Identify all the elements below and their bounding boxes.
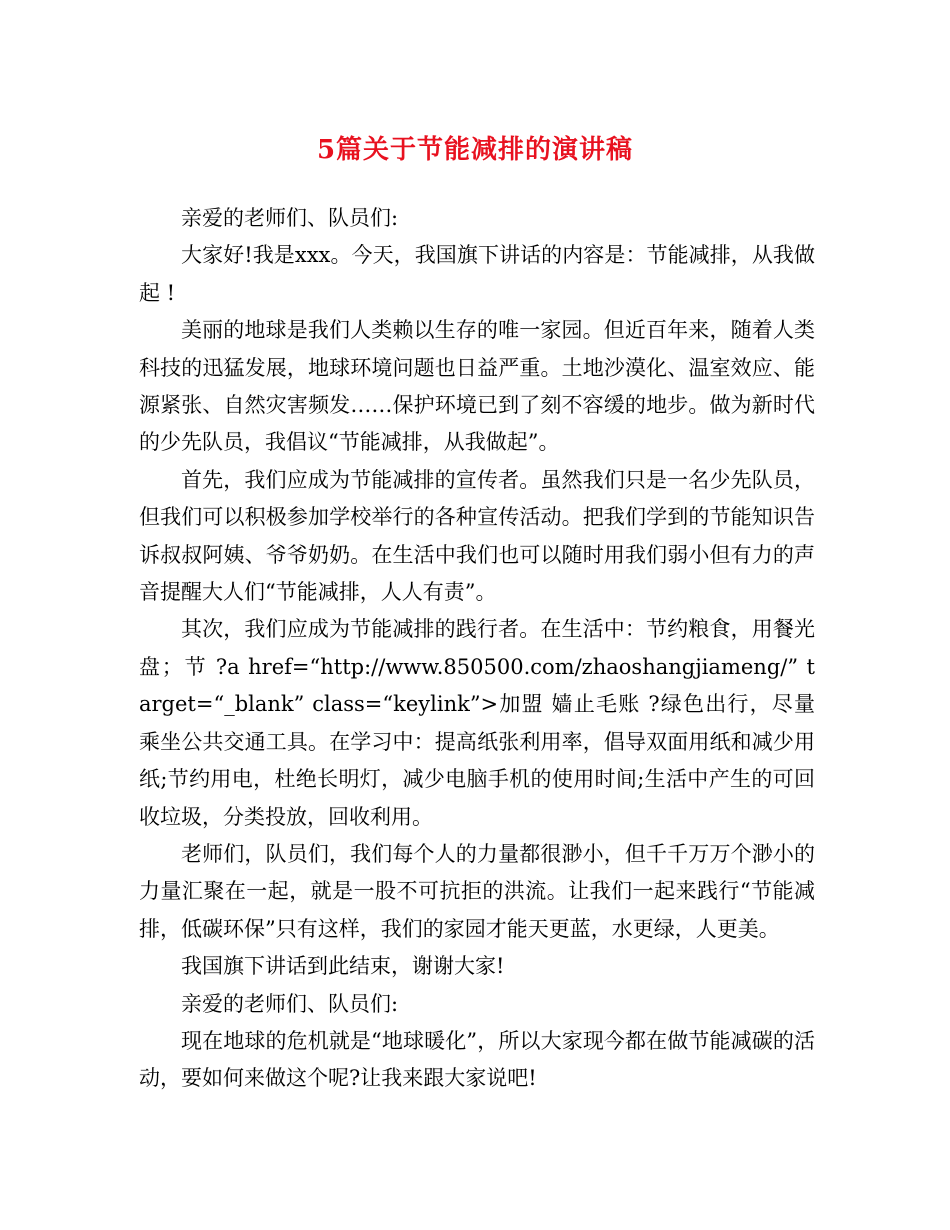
- paragraph-earth: 美丽的地球是我们人类赖以生存的唯一家园。但近百年来，随着人类科技的迅猛发展，地球环境问题也日益严重。土地沙漠化、温室效应、能源紧张、自然灾害频发……保护环境已到了刻不容缓的地步。做为新时代的少先队员，我倡议“节能减排，从我做起”。: [139, 318, 815, 455]
- paragraph-intro: 大家好!我是xxx。今天，我国旗下讲话的内容是：节能减排，从我做起 !: [139, 243, 815, 305]
- paragraph-greeting-2: 亲爱的老师们、队员们:: [181, 991, 399, 1016]
- paragraph-first: 首先，我们应成为节能减排的宣传者。虽然我们只是一名少先队员，但我们可以积极参加学校举行的各种宣传活动。把我们学到的节能知识告诉叔叔阿姨、爷爷奶奶。在生活中我们也可以随时用我们弱小但有力的声音提醒大人们“节能减排，人人有责”。: [139, 467, 815, 605]
- paragraph-warming: 现在地球的危机就是“地球暖化”，所以大家现今都在做节能减碳的活动，要如何来做这个呢?让我来跟大家说吧!: [139, 1028, 815, 1091]
- paragraph-closing: 我国旗下讲话到此结束，谢谢大家!: [181, 954, 505, 979]
- document-title: 5篇关于节能减排的演讲稿: [316, 135, 634, 165]
- document-body: [139, 200, 815, 1098]
- paragraph-second: 其次，我们应成为节能减排的践行者。在生活中：节约粮食，用餐光盘；节 ?a href=“http://www.850500.com/zhaoshangjiameng/” target=“_blank” class=“keylink”>加盟 嫱止毛账 ?绿色出行，尽量乘坐公共交通工具。在学习中：提高纸张利用率，倡导双面用纸和减少用纸;节约用电，杜绝长明灯，减少电脑手机的使用时间;生活中产生的可回收垃圾，分类投放，回收利用。: [139, 617, 815, 829]
- paragraph-together: 老师们，队员们，我们每个人的力量都很渺小，但千千万万个渺小的力量汇聚在一起，就是一股不可抗拒的洪流。让我们一起来践行“节能减排，低碳环保”只有这样，我们的家园才能天更蓝，水更绿，人更美。: [139, 841, 815, 941]
- paragraph-greeting: 亲爱的老师们、队员们:: [181, 206, 399, 230]
